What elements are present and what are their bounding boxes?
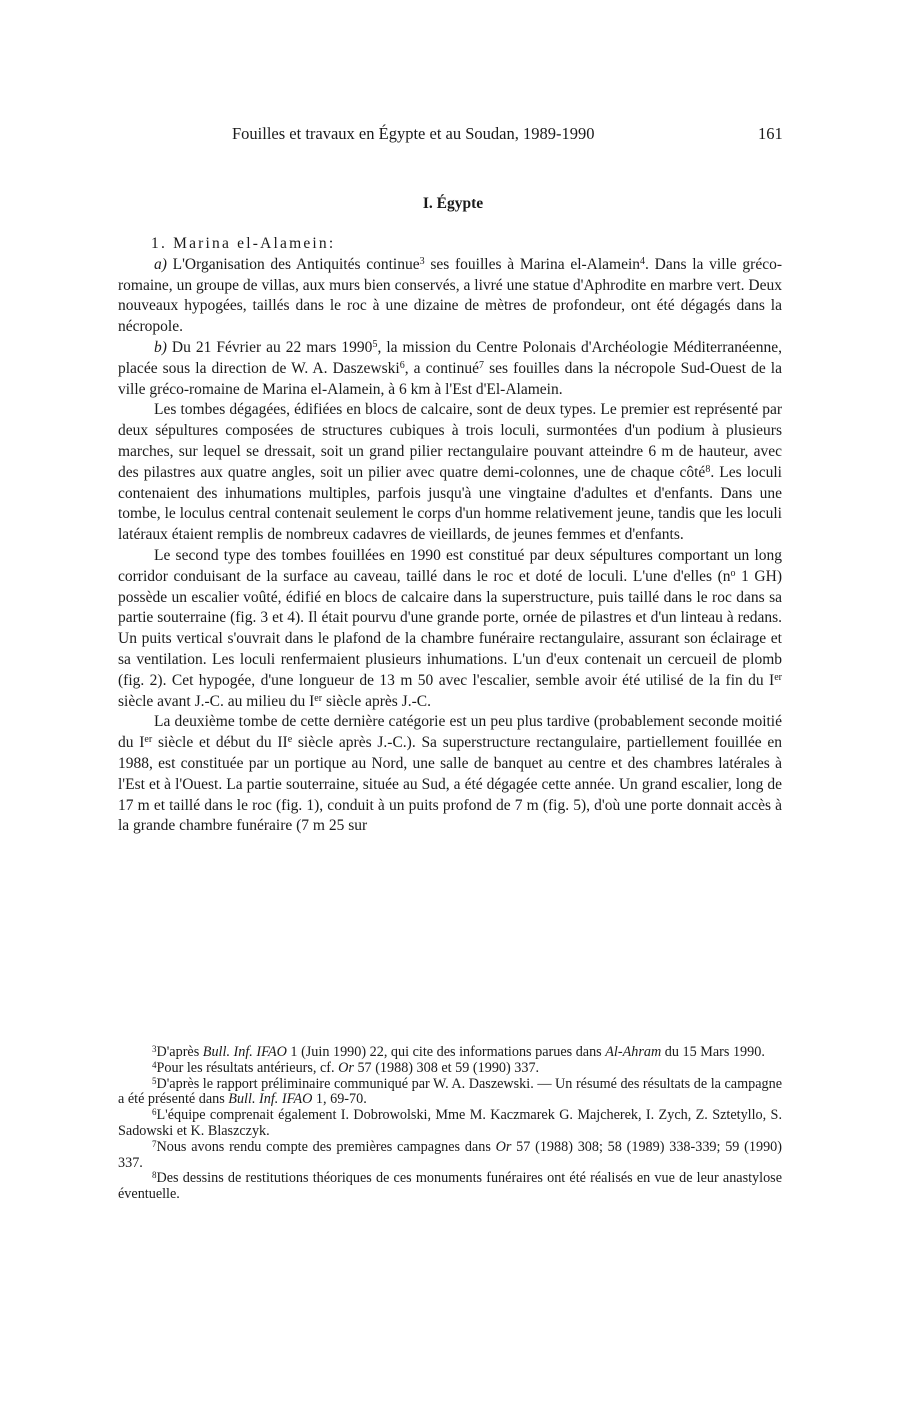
text-run: du 15 Mars 1990. [661,1044,765,1060]
text-run: D'après le rapport préliminaire communiqué par W. A. Daszewski. — Un résumé des résultats de la campagne a été présenté dans [118,1075,782,1108]
text-run: 1 GH) possède un escalier voûté, édifié en blocs de calcaire dans la superstructure, puis taillé dans le roc dans sa partie souterraine (fig. 3 et 4). Il était pourvu d'une grande porte, ornée de pilastres et d'un linteau à redans. Un puits vertical s'ouvrait dans le plafond de la chambre funéraire rectangulaire, assurant son éclairage et sa ventilation. Les loculi renfermaient plusieurs inhumations. L'un d'eux contenait un cercueil de plomb (fig. 2). Cet hypogée, d'une longueur de 13 m 50 avec l'escalier, semble avoir été utilisé de la fin du I [118,567,782,689]
text-run: ses fouilles à Marina el-Alamein [424,255,641,273]
text-run: siècle après J.-C.). Sa superstructure rectangulaire, partiellement fouillée en 1988, est constituée par un portique au Nord, une salle de banquet au centre et des chambres latérales à l'Est et à l'Ouest. La partie souterraine, située au Sud, a été dégagée cette année. Un grand escalier, long de 17 m et taillé dans le roc (fig. 1), conduit à un puits profond de 7 m (fig. 5), d'où une porte donnait accès à la grande chambre funéraire (7 m 25 sur [118,734,782,835]
site-heading [118,234,782,255]
footnote-5 [118,1077,782,1109]
citation-title: Al-Ahram [605,1044,662,1060]
footnote-number: 7 [152,1138,157,1149]
article-body [118,234,782,837]
footnote-ref: 6 [399,359,405,371]
text-run: siècle avant J.-C. au milieu du I [118,692,315,710]
footnote-ref: 7 [479,359,484,371]
text-run: Les tombes dégagées, édifiées en blocs de calcaire, sont de deux types. Le premier est représenté par deux sépultures composées de structures cubiques à trois loculi, surmontées d'un podium à plusieurs marches, sur lequel se dressait, soit un grand pilier rectangulaire pouvant atteindre 6 m de hauteur, avec des pilastres aux quatre angles, soit un pilier avec quatre demi-colonnes, une de chaque côté [118,401,782,481]
text-run: ses fouilles dans la nécropole Sud-Ouest de la ville gréco-romaine de Marina el-Alamein, à 6 km à l'Est d'El-Alamein. [118,359,782,398]
footnote-3 [118,1045,782,1061]
superscript: e [287,734,293,746]
running-title: Fouilles et travaux en Égypte et au Soudan, 1989-1990 [232,124,595,143]
text-run: Du 21 Février au 22 mars 1990 [166,338,373,356]
citation-title: Bull. Inf. IFAO [228,1091,313,1108]
paragraph-label: a) [154,255,167,273]
superscript: er [144,734,153,746]
text-run: L'Organisation des Antiquités continue [166,255,420,273]
footnote-number: 6 [152,1107,157,1118]
paragraph-b [118,338,782,400]
footnote-6 [118,1108,782,1140]
citation-title: Bull. Inf. IFAO [202,1044,287,1060]
text-run: 1 (Juin 1990) 22, qui cite des informations parues dans [286,1044,606,1060]
footnote-ref: 5 [372,338,378,350]
paragraph-a [118,255,782,338]
text-run: siècle après J.-C. [322,692,431,710]
text-run: siècle et début du II [152,734,288,752]
text-run: L'équipe comprenait également I. Dobrowolski, Mme M. Kaczmarek G. Majcherek, I. Zych, Z. Sztetyllo, S. Sadowski et K. Blaszczyk. [118,1107,782,1139]
text-run: 1, 69-70. [312,1091,367,1108]
footnote-ref: 8 [705,463,711,475]
text-run: , a continué [404,359,479,377]
paragraph-second-type [118,546,782,712]
paragraph-label: b) [154,338,167,356]
footnote-ref: 3 [419,255,425,267]
footnote-4 [118,1061,782,1077]
paragraph-tomb-types [118,400,782,546]
text-run: Des dessins de restitutions théoriques de ces monuments funéraires ont été réalisés en vue de leur anastylose éventuelle. [118,1170,782,1203]
paragraph-second-tomb [118,712,782,837]
footnote-8 [118,1171,782,1203]
text-run: 57 (1988) 308; 58 (1989) 338-339; 59 (1990) 337. [118,1138,782,1171]
footnote-7 [118,1140,782,1172]
footnote-number: 3 [152,1044,157,1054]
citation-title: Or [338,1059,354,1076]
text-run: Pour les résultats antérieurs, cf. [156,1059,339,1076]
footnote-number: 4 [152,1059,157,1070]
text-run: 57 (1988) 308 et 59 (1990) 337. [353,1059,540,1076]
text-run: Nous avons rendu compte des premières campagnes dans [156,1138,496,1155]
site-number: 1. [151,235,168,252]
citation-title: Or [495,1138,512,1155]
text-run: . Les loculi contenaient des inhumations multiples, parfois jusqu'à une vingtaine d'adultes et d'enfants. Dans une tombe, le loculus central contenait seulement le corps d'un homme relativement jeune, tandis que les loculi latéraux étaient remplis de nombreux cadavres de vieillards, de jeunes femmes et d'enfants. [118,463,782,544]
text-run: . Dans la ville gréco-romaine, un groupe de villas, aux murs bien conservés, a livré une statue d'Aphrodite en marbre vert. Deux nouveaux hypogées, taillés dans le roc à une dizaine de mètres de profondeur, ont été dégagés dans la nécropole. [118,255,782,336]
page-number: 161 [758,124,783,143]
footnote-number: 8 [152,1170,157,1181]
site-name: Marina el-Alamein: [173,235,336,252]
footnotes [118,1045,782,1203]
footnote-number: 5 [152,1075,157,1086]
text-run: D'après [156,1044,203,1060]
superscript: er [314,692,323,704]
text-run: Le second type des tombes fouillées en 1990 est constitué par deux sépultures comportant un long corridor conduisant de la surface au caveau, taillé dans le roc et doté de loculi. L'une d'elles (n [118,546,782,585]
text-run: , la mission du Centre Polonais d'Archéologie Méditerranéenne, placée sous la direction de W. A. Daszewski [118,338,783,377]
superscript: er [774,671,782,683]
superscript: o [730,567,736,579]
footnote-ref: 4 [640,255,646,267]
text-run: La deuxième tombe de cette dernière catégorie est un peu plus tardive (probablement seconde moitié du I [118,713,782,752]
section-title: I. Égypte [422,195,484,212]
